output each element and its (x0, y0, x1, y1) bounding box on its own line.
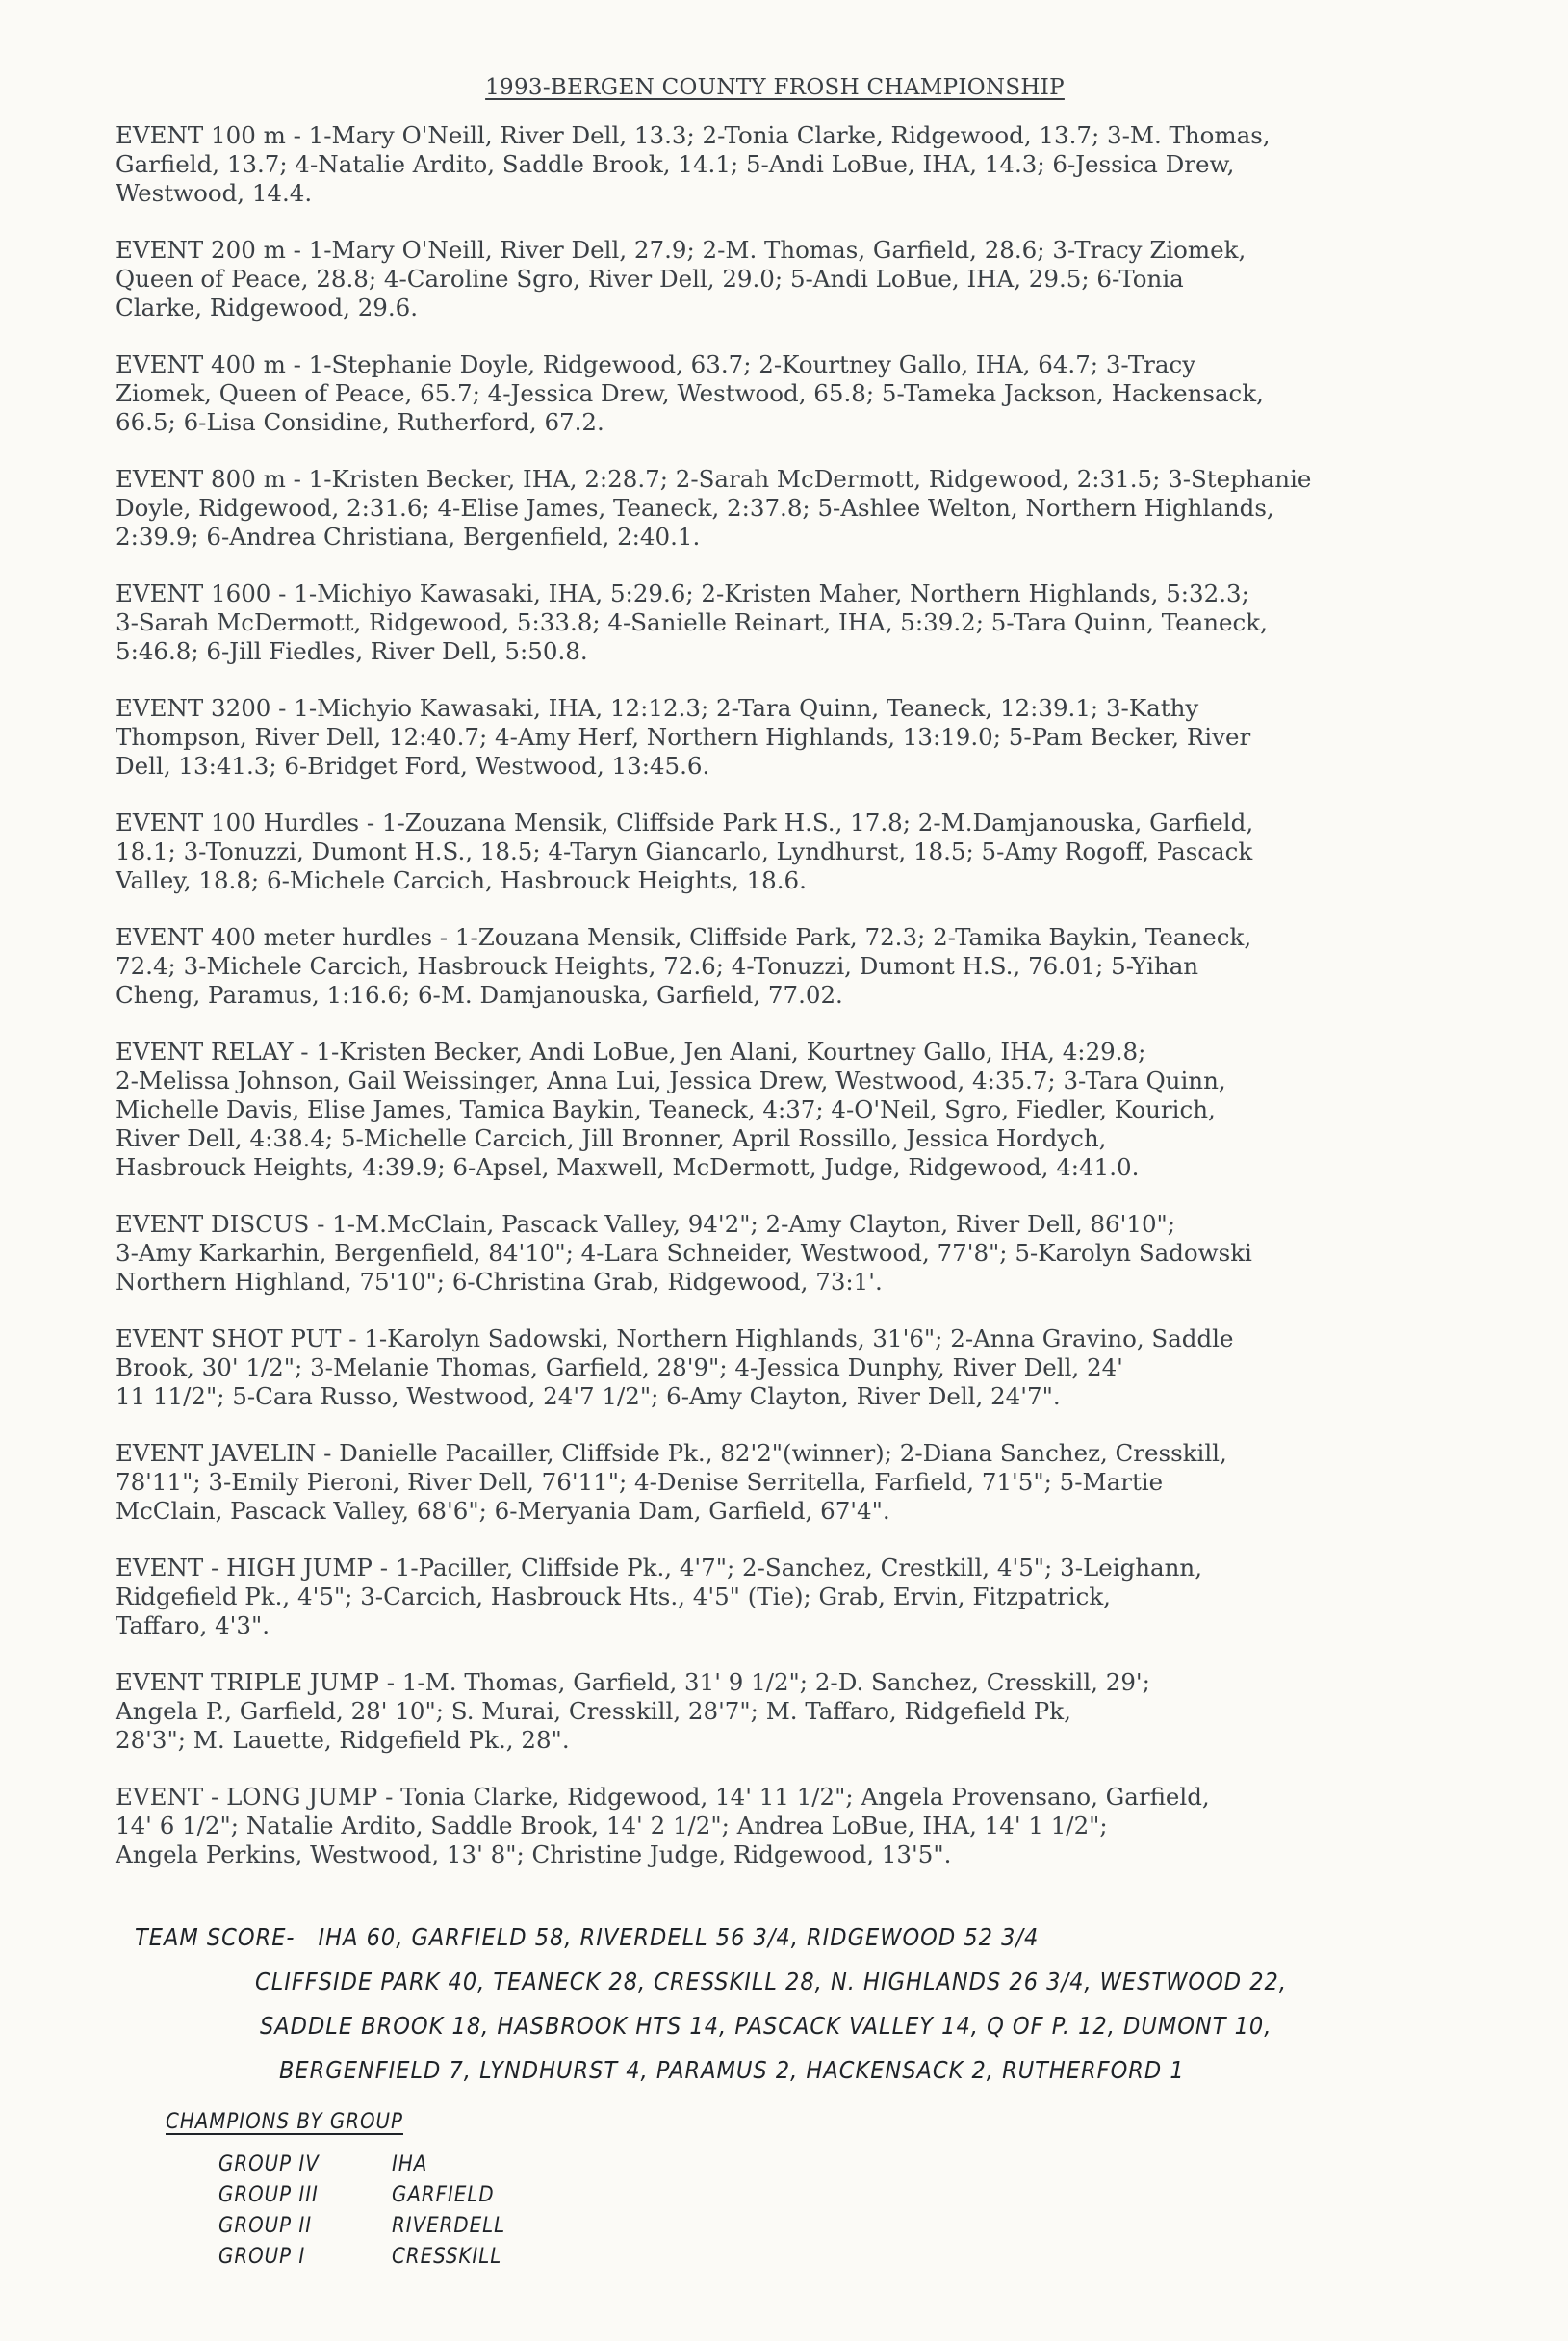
handwritten-champions (166, 2110, 505, 2273)
champion-team: GARFIELD (392, 2183, 495, 2207)
champion-team: RIVERDELL (392, 2214, 506, 2238)
event-discus: EVENT DISCUS - 1-M.McClain, Pascack Valley, 94'2"; 2-Amy Clayton, River Dell, 86'10"; 3-Amy Karkarhin, Bergenfield, 84'10"; 4-Lara Schneider, Westwood, 77'8"; 5-Karolyn Sadowski Northern Highland, 75'10"; 6-Christina Grab, Ridgewood, 73:1'. (116, 1210, 1252, 1296)
event-shot-put: EVENT SHOT PUT - 1-Karolyn Sadowski, Northern Highlands, 31'6"; 2-Anna Gravino, Saddle Brook, 30' 1/2"; 3-Melanie Thomas, Garfield, 28'9"; 4-Jessica Dunphy, River Dell, 24' 11 11/2"; 5-Cara Russo, Westwood, 24'7 1/2"; 6-Amy Clayton, River Dell, 24'7". (116, 1325, 1234, 1410)
champion-row (166, 2149, 505, 2180)
event-400m: EVENT 400 m - 1-Stephanie Doyle, Ridgewood, 63.7; 2-Kourtney Gallo, IHA, 64.7; 3-Tracy Ziomek, Queen of Peace, 65.7; 4-Jessica Drew, Westwood, 65.8; 5-Tameka Jackson, Hackensack, 66.5; 6-Lisa Considine, Rutherford, 67.2. (116, 350, 1264, 436)
event-200m: EVENT 200 m - 1-Mary O'Neill, River Dell, 27.9; 2-M. Thomas, Garfield, 28.6; 3-Tracy Ziomek, Queen of Peace, 28.8; 4-Caroline Sgro, River Dell, 29.0; 5-Andi LoBue, IHA, 29.5; 6-Tonia Clarke, Ridgewood, 29.6. (116, 236, 1247, 322)
event-high-jump: EVENT - HIGH JUMP - 1-Paciller, Cliffside Pk., 4'7"; 2-Sanchez, Crestkill, 4'5"; 3-Leighann, Ridgefield Pk., 4'5"; 3-Carcich, Hasbrouck Hts., 4'5" (Tie); Grab, Ervin, Fitzpatrick, Taffaro, 4'3". (116, 1554, 1202, 1639)
document-title: 1993-BERGEN COUNTY FROSH CHAMPIONSHIP (485, 75, 1065, 100)
event-100m: EVENT 100 m - 1-Mary O'Neill, River Dell, 13.3; 2-Tonia Clarke, Ridgewood, 13.7; 3-M. Thomas, Garfield, 13.7; 4-Natalie Ardito, Saddle Brook, 14.1; 5-Andi LoBue, IHA, 14.3; 6-Jessica Drew, Westwood, 14.4. (116, 121, 1271, 207)
handwritten-team-score (135, 1916, 1444, 2093)
champion-row (166, 2211, 505, 2242)
champion-group: GROUP II (218, 2214, 313, 2238)
event-javelin: EVENT JAVELIN - Danielle Pacailler, Cliffside Pk., 82'2"(winner); 2-Diana Sanchez, Cresskill, 78'11"; 3-Emily Pieroni, River Dell, 76'11"; 4-Denise Serritella, Farfield, 71'5"; 5-Martie McClain, Pascack Valley, 68'6"; 6-Meryania Dam, Garfield, 67'4". (116, 1439, 1227, 1525)
team-score-text: IHA 60, GARFIELD 58, RIVERDELL 56 3/4, RIDGEWOOD 52 3/4 (318, 1923, 1040, 1951)
team-score-line (135, 1916, 1444, 1960)
results-document (116, 75, 1473, 1897)
team-score-label: TEAM SCORE- (135, 1923, 296, 1951)
champion-row (166, 2180, 505, 2211)
event-triple-jump: EVENT TRIPLE JUMP - 1-M. Thomas, Garfield, 31' 9 1/2"; 2-D. Sanchez, Cresskill, 29'; Angela P., Garfield, 28' 10"; S. Murai, Cresskill, 28'7"; M. Taffaro, Ridgefield Pk, 28'3"; M. Lauette, Ridgefield Pk., 28". (116, 1668, 1150, 1754)
event-1600: EVENT 1600 - 1-Michiyo Kawasaki, IHA, 5:29.6; 2-Kristen Maher, Northern Highlands, 5:32.3; 3-Sarah McDermott, Ridgewood, 5:33.8; 4-Sanielle Reinart, IHA, 5:39.2; 5-Tara Quinn, Teaneck, 5:46.8; 6-Jill Fiedles, River Dell, 5:50.8. (116, 579, 1268, 665)
event-relay: EVENT RELAY - 1-Kristen Becker, Andi LoBue, Jen Alani, Kourtney Gallo, IHA, 4:29.8; 2-Melissa Johnson, Gail Weissinger, Anna Lui, Jessica Drew, Westwood, 4:35.7; 3-Tara Quinn, Michelle Davis, Elise James, Tamica Baykin, Teaneck, 4:37; 4-O'Neil, Sgro, Fiedler, Kourich, River Dell, 4:38.4; 5-Michelle Carcich, Jill Bronner, April Rossillo, Jessica Hordych, Hasbrouck Heights, 4:39.9; 6-Apsel, Maxwell, McDermott, Judge, Ridgewood, 4:41.0. (116, 1038, 1226, 1181)
champion-group: GROUP IV (218, 2152, 320, 2176)
event-long-jump: EVENT - LONG JUMP - Tonia Clarke, Ridgewood, 14' 11 1/2"; Angela Provensano, Garfield, 14' 6 1/2"; Natalie Ardito, Saddle Brook, 14' 2 1/2"; Andrea LoBue, IHA, 14' 1 1/2"; Angela Perkins, Westwood, 13' 8"; Christine Judge, Ridgewood, 13'5". (116, 1783, 1210, 1868)
event-400-hurdles: EVENT 400 meter hurdles - 1-Zouzana Mensik, Cliffside Park, 72.3; 2-Tamika Baykin, Teaneck, 72.4; 3-Michele Carcich, Hasbrouck Heights, 72.6; 4-Tonuzzi, Dumont H.S., 76.01; 5-Yihan Cheng, Paramus, 1:16.6; 6-M. Damjanouska, Garfield, 77.02. (116, 923, 1252, 1009)
champion-team: IHA (392, 2152, 428, 2176)
champions-title: CHAMPIONS BY GROUP (166, 2110, 403, 2134)
champion-group: GROUP III (218, 2183, 319, 2207)
champion-group: GROUP I (218, 2245, 306, 2269)
team-score-line: BERGENFIELD 7, LYNDHURST 4, PARAMUS 2, HACKENSACK 2, RUTHERFORD 1 (279, 2056, 1185, 2084)
champion-team: CRESSKILL (392, 2245, 502, 2269)
event-100-hurdles: EVENT 100 Hurdles - 1-Zouzana Mensik, Cliffside Park H.S., 17.8; 2-M.Damjanouska, Garfield, 18.1; 3-Tonuzzi, Dumont H.S., 18.5; 4-Taryn Giancarlo, Lyndhurst, 18.5; 5-Amy Rogoff, Pascack Valley, 18.8; 6-Michele Carcich, Hasbrouck Heights, 18.6. (116, 809, 1254, 894)
champion-row (166, 2242, 505, 2273)
team-score-line: SADDLE BROOK 18, HASBROOK HTS 14, PASCACK VALLEY 14, Q OF P. 12, DUMONT 10, (260, 2012, 1272, 2040)
event-800m: EVENT 800 m - 1-Kristen Becker, IHA, 2:28.7; 2-Sarah McDermott, Ridgewood, 2:31.5; 3-Stephanie Doyle, Ridgewood, 2:31.6; 4-Elise James, Teaneck, 2:37.8; 5-Ashlee Welton, Northern Highlands, 2:39.9; 6-Andrea Christiana, Bergenfield, 2:40.1. (116, 465, 1312, 551)
team-score-line: CLIFFSIDE PARK 40, TEANECK 28, CRESSKILL 28, N. HIGHLANDS 26 3/4, WESTWOOD 22, (255, 1968, 1287, 1995)
event-3200: EVENT 3200 - 1-Michyio Kawasaki, IHA, 12:12.3; 2-Tara Quinn, Teaneck, 12:39.1; 3-Kathy Thompson, River Dell, 12:40.7; 4-Amy Herf, Northern Highlands, 13:19.0; 5-Pam Becker, River Dell, 13:41.3; 6-Bridget Ford, Westwood, 13:45.6. (116, 694, 1251, 780)
